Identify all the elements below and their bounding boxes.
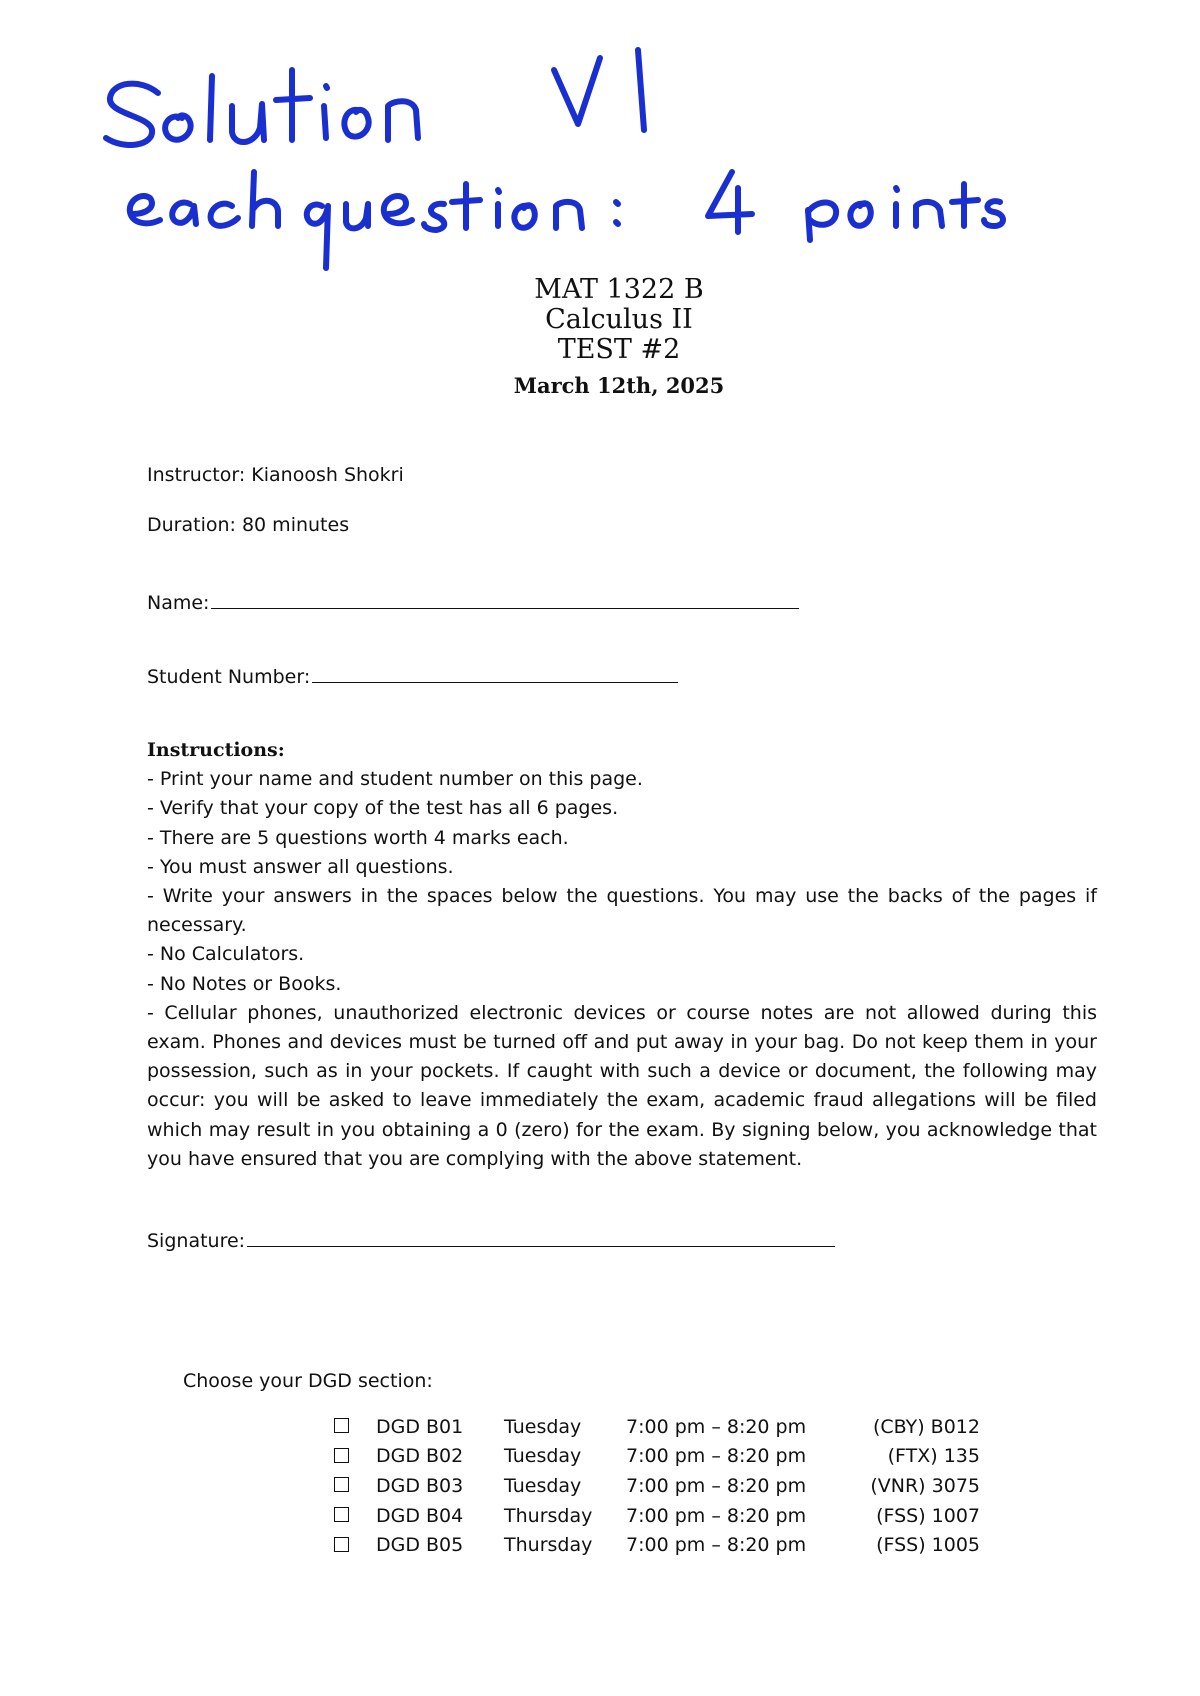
- dgd-time: 7:00 pm – 8:20 pm: [626, 1534, 807, 1557]
- dgd-room: (CBY) B012: [872, 1415, 980, 1438]
- dgd-room: (FSS) 1005: [876, 1534, 980, 1557]
- instruction-item: - Print your name and student number on this page.: [147, 768, 643, 791]
- instruction-item: - No Notes or Books.: [147, 972, 342, 995]
- dgd-section-name: DGD B01: [376, 1415, 464, 1438]
- dgd-checkbox[interactable]: [334, 1477, 349, 1492]
- handwriting-colon: [616, 202, 618, 224]
- dgd-time: 7:00 pm – 8:20 pm: [626, 1445, 807, 1468]
- course-code: MAT 1322 B: [534, 274, 704, 305]
- course-title: Calculus II: [545, 304, 693, 335]
- student-number-blank[interactable]: [312, 662, 678, 683]
- dgd-section-name: DGD B05: [376, 1534, 464, 1557]
- dgd-section-name: DGD B02: [376, 1445, 464, 1468]
- duration-line: Duration: 80 minutes: [147, 514, 350, 536]
- instruction-item: - Write your answers in the spaces below the questions. You may use the backs of the pages if necessary.: [147, 885, 1097, 937]
- student-number-label: Student Number:: [147, 666, 311, 688]
- dgd-row: [334, 1442, 980, 1472]
- dgd-checkbox[interactable]: [334, 1537, 349, 1552]
- instruction-item: - There are 5 questions worth 4 marks each.: [147, 826, 569, 849]
- dgd-room: (VNR) 3075: [870, 1474, 980, 1497]
- handwriting-solution: [106, 84, 158, 145]
- handwriting-each-question: [130, 196, 160, 223]
- dgd-room: (FSS) 1007: [876, 1504, 980, 1527]
- dgd-time: 7:00 pm – 8:20 pm: [626, 1504, 807, 1527]
- dgd-day: Tuesday: [504, 1415, 582, 1438]
- dgd-row: [334, 1530, 980, 1560]
- instructions-block: [147, 736, 1097, 1174]
- dgd-checkbox[interactable]: [334, 1448, 349, 1463]
- test-number: TEST #2: [557, 334, 681, 365]
- exam-date: March 12th, 2025: [513, 373, 725, 398]
- dgd-day: Thursday: [504, 1504, 593, 1527]
- instruction-item: - Verify that your copy of the test has all 6 pages.: [147, 797, 619, 820]
- instruction-item: - Cellular phones, unauthorized electronic devices or course notes are not allowed during this exam. Phones and devices must be turned off and put away in your bag. Do not keep them in your possession, such as in your pockets. If caught with such a device or document, the following may occur: you will be asked to leave immediately the exam, academic fraud allegations will be filed which may result in you obtaining a 0 (zero) for the exam. By signing below, you acknowledge that you have ensured that you are complying with the above statement.: [147, 1001, 1097, 1170]
- instruction-item: - You must answer all questions.: [147, 855, 454, 878]
- dgd-day: Thursday: [504, 1534, 593, 1557]
- instruction-item: - No Calculators.: [147, 943, 305, 966]
- handwriting-points: [808, 202, 836, 240]
- handwritten-annotation: [0, 0, 1200, 300]
- dgd-time: 7:00 pm – 8:20 pm: [626, 1415, 807, 1438]
- name-label: Name:: [147, 592, 210, 614]
- dgd-room: (FTX) 135: [887, 1445, 980, 1468]
- dgd-prompt: Choose your DGD section:: [183, 1370, 433, 1392]
- dgd-day: Tuesday: [504, 1445, 582, 1468]
- name-field[interactable]: [147, 588, 799, 614]
- exam-header: [0, 275, 1200, 403]
- handwriting-v1: [554, 58, 600, 124]
- dgd-checkbox[interactable]: [334, 1418, 349, 1433]
- dgd-section-table: [334, 1412, 980, 1560]
- dgd-section-name: DGD B04: [376, 1504, 464, 1527]
- signature-label: Signature:: [147, 1230, 246, 1252]
- student-number-field[interactable]: [147, 662, 678, 688]
- dgd-row: [334, 1412, 980, 1442]
- name-blank[interactable]: [211, 588, 799, 609]
- dgd-row: [334, 1471, 980, 1501]
- dgd-day: Tuesday: [504, 1474, 582, 1497]
- dgd-row: [334, 1501, 980, 1531]
- dgd-time: 7:00 pm – 8:20 pm: [626, 1474, 807, 1497]
- signature-field[interactable]: [147, 1226, 835, 1252]
- instructor-line: Instructor: Kianoosh Shokri: [147, 464, 404, 486]
- dgd-section-name: DGD B03: [376, 1474, 464, 1497]
- dgd-checkbox[interactable]: [334, 1507, 349, 1522]
- instructions-heading: Instructions:: [147, 739, 285, 761]
- handwriting-4: [708, 172, 752, 232]
- signature-blank[interactable]: [247, 1226, 835, 1247]
